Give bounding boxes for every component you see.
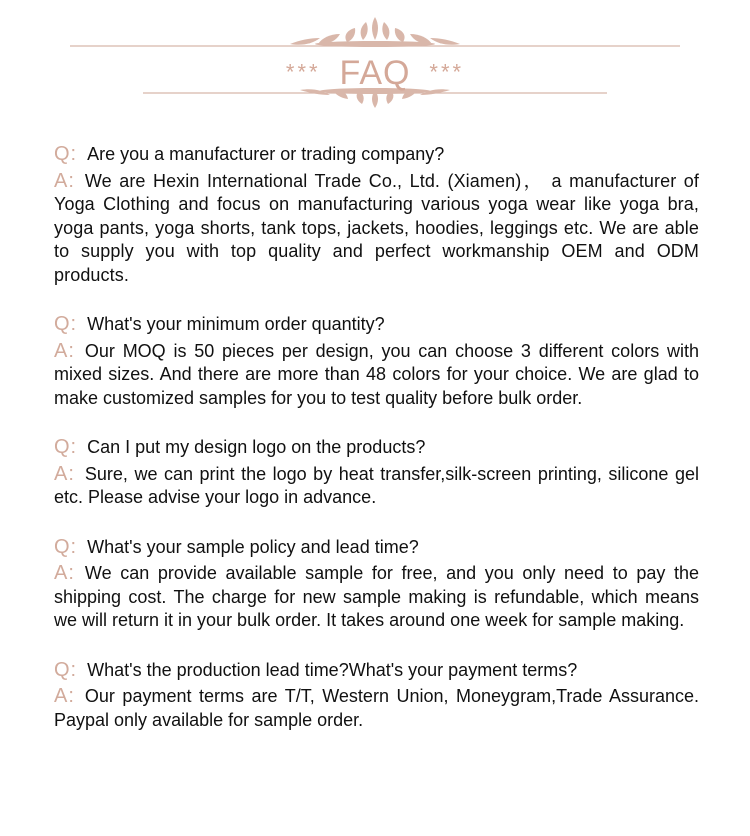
answer-text: We can provide available sample for free, and you only need to pay the shipping cost. The charge for new sample making is refundable, which means we will return it in your bulk order. It takes around one week for sample making. (54, 563, 699, 630)
question-mark-label: Q: (54, 535, 78, 558)
question-mark-label: Q: (54, 143, 78, 165)
faq-question (54, 143, 699, 167)
answer-text: We are Hexin International Trade Co., Ltd. (Xiamen)， a manufacturer of Yoga Clothing and focus on manufacturing various yoga wear like yoga bra, yoga pants, yoga shorts, tank tops, jackets, hoodies, leggings etc. We are able to supply you with top quality and perfect workmanship OEM and ODM products. (54, 170, 699, 285)
faq-item (54, 536, 699, 633)
faq-item (54, 143, 699, 287)
question-text: Can I put my design logo on the products? (87, 437, 426, 457)
question-mark-label: Q: (54, 313, 78, 335)
faq-list (54, 143, 699, 758)
faq-answer (54, 170, 699, 288)
question-text: Are you a manufacturer or trading company? (87, 144, 445, 164)
faq-answer (54, 340, 699, 411)
question-text: What's the production lead time?What's your payment terms? (87, 659, 578, 680)
faq-question (54, 313, 699, 337)
faq-answer (54, 685, 699, 732)
page-title: FAQ (339, 53, 411, 92)
answer-mark-label: A: (54, 562, 75, 584)
answer-mark-label: A: (54, 339, 75, 362)
faq-question (54, 436, 699, 460)
answer-text: Our MOQ is 50 pieces per design, you can choose 3 different colors with mixed sizes. And there are more than 48 colors for your choice. We are glad to make customized samples for you to test quality before bulk order. (54, 340, 699, 408)
question-text: What's your sample policy and lead time? (87, 536, 419, 557)
faq-answer (54, 463, 699, 510)
faq-title-row (0, 50, 750, 93)
faq-item (54, 436, 699, 510)
stars-left: *** (285, 59, 321, 85)
answer-mark-label: A: (54, 462, 75, 485)
answer-mark-label: A: (54, 685, 75, 707)
faq-item (54, 659, 699, 733)
faq-item (54, 313, 699, 410)
question-mark-label: Q: (54, 436, 78, 458)
faq-header (0, 0, 750, 110)
answer-mark-label: A: (54, 169, 75, 192)
answer-text: Sure, we can print the logo by heat transfer,silk-screen printing, silicone gel etc. Please advise your logo in advance. (54, 463, 699, 507)
stars-right: *** (429, 59, 465, 85)
flourish-top-icon (290, 17, 460, 47)
question-mark-label: Q: (54, 658, 78, 681)
question-text: What's your minimum order quantity? (87, 314, 385, 334)
faq-answer (54, 562, 699, 633)
faq-question (54, 659, 699, 683)
faq-question (54, 536, 699, 560)
answer-text: Our payment terms are T/T, Western Union, Moneygram,Trade Assurance. Paypal only available for sample order. (54, 686, 699, 730)
